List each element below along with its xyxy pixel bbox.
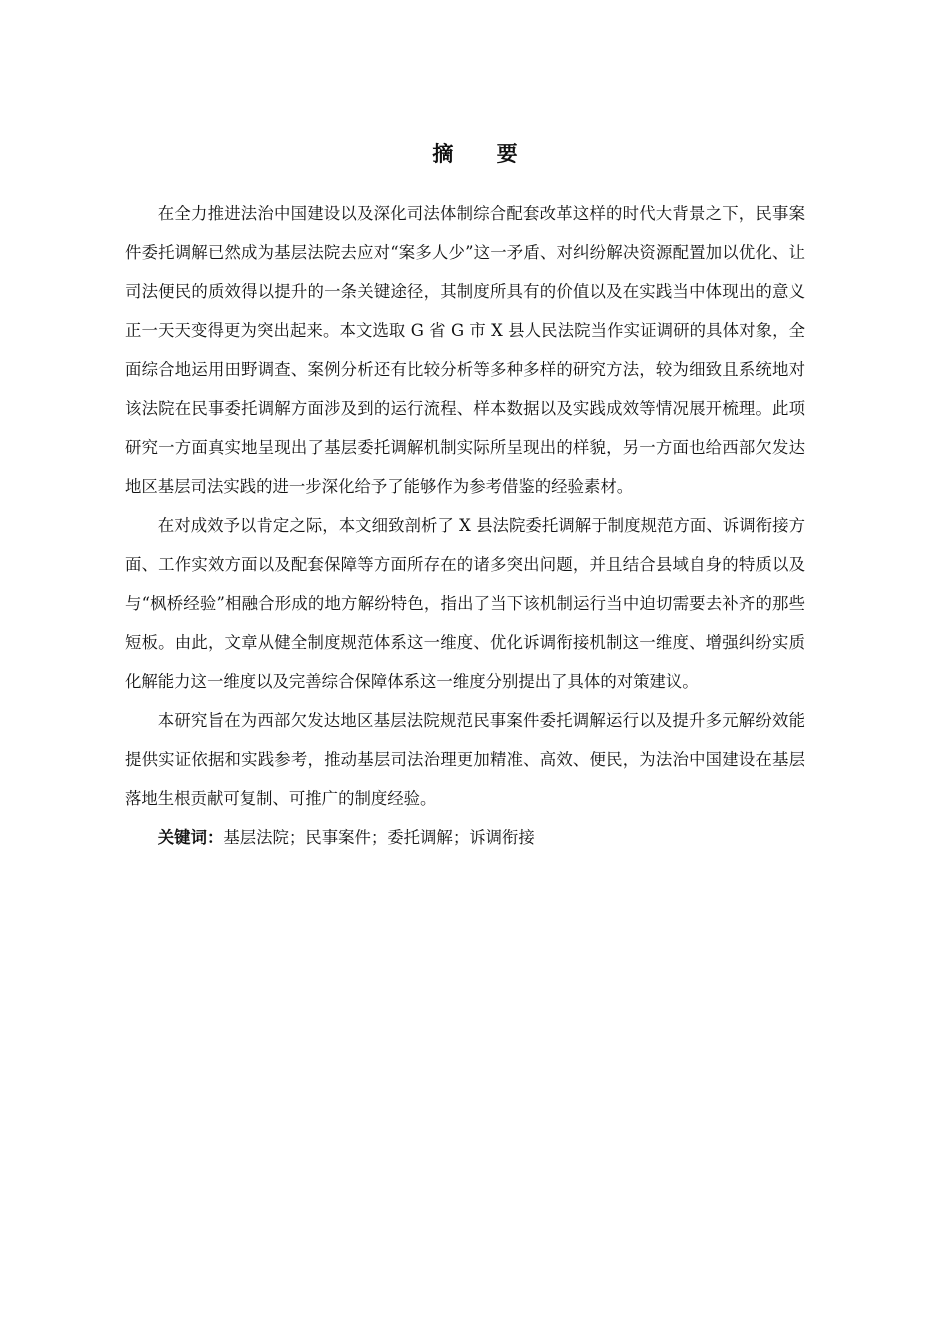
abstract-title: 摘 要	[432, 142, 536, 166]
abstract-paragraph-2: 在对成效予以肯定之际，本文细致剖析了 X 县法院委托调解于制度规范方面、诉调衔接方面、工作实效方面以及配套保障等方面所存在的诸多突出问题，并且结合县域自身的特质以及与“枫桥经验”相融合形成的地方解纷特色，指出了当下该机制运行当中迫切需要去补齐的那些短板。由此，文章从健全制度规范体系这一维度、优化诉调衔接机制这一维度、增强纠纷实质化解能力这一维度以及完善综合保障体系这一维度分别提出了具体的对策建议。	[125, 516, 805, 691]
abstract-paragraph-3: 本研究旨在为西部欠发达地区基层法院规范民事案件委托调解运行以及提升多元解纷效能提供实证依据和实践参考，推动基层司法治理更加精准、高效、便民，为法治中国建设在基层落地生根贡献可复制、可推广的制度经验。	[125, 711, 805, 808]
abstract-body	[125, 194, 805, 857]
abstract-paragraph-1: 在全力推进法治中国建设以及深化司法体制综合配套改革这样的时代大背景之下，民事案件委托调解已然成为基层法院去应对“案多人少”这一矛盾、对纠纷解决资源配置加以优化、让司法便民的质效得以提升的一条关键途径，其制度所具有的价值以及在实践当中体现出的意义正一天天变得更为突出起来。本文选取 G 省 G 市 X 县人民法院当作实证调研的具体对象，全面综合地运用田野调查、案例分析还有比较分析等多种多样的研究方法，较为细致且系统地对该法院在民事委托调解方面涉及到的运行流程、样本数据以及实践成效等情况展开梳理。此项研究一方面真实地呈现出了基层委托调解机制实际所呈现出的样貌，另一方面也给西部欠发达地区基层司法实践的进一步深化给予了能够作为参考借鉴的经验素材。	[125, 204, 805, 496]
keywords-line	[125, 818, 805, 857]
keywords-text: 基层法院；民事案件；委托调解；诉调衔接	[223, 828, 535, 847]
keywords-label: 关键词：	[157, 828, 224, 847]
